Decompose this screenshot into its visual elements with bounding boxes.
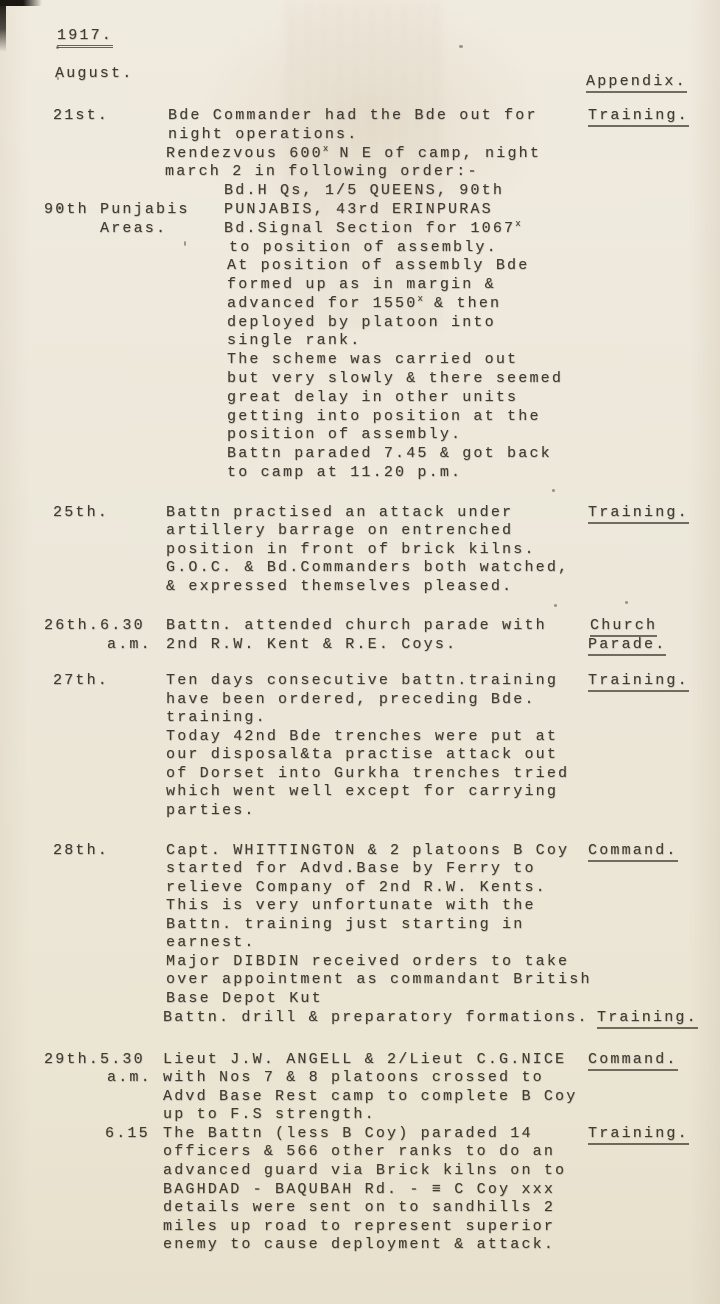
entry-margin-label: 6.15 xyxy=(105,1125,150,1142)
entry-text-line: Base Depot Kut xyxy=(166,990,323,1007)
entry-text-line: to position of assembly. xyxy=(229,239,498,256)
entry-text-line: Battn paraded 7.45 & got back xyxy=(227,445,552,462)
paper-speck xyxy=(552,489,555,492)
superscript-x: x xyxy=(515,219,521,229)
entry-text-line: enemy to cause deployment & attack. xyxy=(163,1236,556,1253)
entry-text-line: The Battn (less B Coy) paraded 14 xyxy=(163,1125,533,1142)
margin-annotation: Church xyxy=(590,618,657,637)
entry-text-line: single rank. xyxy=(227,332,362,349)
entry-margin-label: 29th.5.30 xyxy=(44,1051,145,1068)
entry-text-line: artillery barrage on entrenched xyxy=(166,522,514,539)
entry-margin-label: a.m. xyxy=(107,1069,152,1086)
superscript-x: x xyxy=(417,294,423,304)
entry-margin-label: 1917. xyxy=(57,28,113,48)
margin-annotation: Training. xyxy=(588,1126,689,1145)
margin-annotation: Parade. xyxy=(588,637,666,656)
entry-text-line: parties. xyxy=(166,802,256,819)
margin-annotation: Training. xyxy=(588,108,689,127)
entry-text-line: miles up road to represent superior xyxy=(163,1218,556,1235)
entry-margin-label: a.m. xyxy=(107,636,152,653)
entry-text-line: Advd Base Rest camp to complete B Coy xyxy=(163,1088,578,1105)
margin-annotation: Training. xyxy=(597,1010,698,1029)
paper-speck xyxy=(625,601,628,604)
entry-text-line: Bde Commander had the Bde out for xyxy=(168,107,538,124)
entry-text-line: Capt. WHITTINGTON & 2 platoons B Coy xyxy=(166,842,570,859)
entry-text-line: advanced for 1550$^x$ & then xyxy=(227,294,502,312)
entry-text-line: over appointment as commandant British xyxy=(166,971,592,988)
entry-text-line: formed up as in margin & xyxy=(227,276,496,293)
entry-margin-label: 27th. xyxy=(53,672,110,689)
scan-edge-artifact-top xyxy=(0,0,42,6)
entry-text-line: up to F.S strength. xyxy=(163,1106,376,1123)
entry-text-line: BAGHDAD - BAQUBAH Rd. - ≡ C Coy xxx xyxy=(163,1181,556,1198)
entry-margin-label: 21st. xyxy=(53,107,110,124)
entry-text-line: deployed by platoon into xyxy=(227,314,496,331)
entry-text-line: with Nos 7 & 8 platoons crossed to xyxy=(163,1069,544,1086)
entry-text-line: 2nd R.W. Kent & R.E. Coys. xyxy=(166,636,458,653)
entry-text-line: & expressed themselves pleased. xyxy=(166,578,514,595)
entry-text-line: G.O.C. & Bd.Commanders both watched, xyxy=(166,559,570,576)
paper-speck xyxy=(459,45,463,48)
entry-margin-label: 90th Punjabis xyxy=(44,201,190,218)
entry-text-line: relieve Company of 2nd R.W. Kents. xyxy=(166,879,547,896)
paper-speck xyxy=(184,241,186,246)
entry-text-line: Battn practised an attack under xyxy=(166,504,514,521)
entry-text-line: Battn. drill & preparatory formations. xyxy=(163,1009,589,1026)
entry-text-line: position in front of brick kilns. xyxy=(166,541,536,558)
margin-annotation: Training. xyxy=(588,505,689,524)
paper-speck xyxy=(554,604,557,607)
entry-text-line: Rendezvous 600$^x$ N E of camp, night xyxy=(166,144,542,162)
entry-margin-label: Areas. xyxy=(100,220,168,237)
entry-text-line: great delay in other units xyxy=(227,389,519,406)
entry-text-line: earnest. xyxy=(166,934,256,951)
entry-margin-label: 25th. xyxy=(53,504,110,521)
entry-text-line: This is very unfortunate with the xyxy=(166,897,536,914)
entry-margin-label: 26th.6.30 xyxy=(44,617,145,634)
entry-text-line: Major DIBDIN received orders to take xyxy=(166,953,570,970)
entry-text-line: advanced guard via Brick kilns on to xyxy=(163,1162,567,1179)
entry-text-line: our disposal&ta practise attack out xyxy=(166,746,559,763)
entry-text-line: training. xyxy=(166,709,267,726)
entry-text-line: Today 42nd Bde trenches were put at xyxy=(166,728,559,745)
entry-text-line: At position of assembly Bde xyxy=(227,257,530,274)
entry-text-line: started for Advd.Base by Ferry to xyxy=(166,860,536,877)
entry-text-line: night operations. xyxy=(168,126,359,143)
entry-text-line: which went well except for carrying xyxy=(166,783,559,800)
entry-text-line: getting into position at the xyxy=(227,408,541,425)
margin-annotation: Command. xyxy=(588,843,678,862)
superscript-x: x xyxy=(322,144,329,154)
entry-text-line: Lieut J.W. ANGELL & 2/Lieut C.G.NICE xyxy=(163,1051,567,1068)
entry-text-line: details were sent on to sandhills 2 xyxy=(163,1199,556,1216)
entry-text-line: to camp at 11.20 p.m. xyxy=(227,464,463,481)
entry-text-line: have been ordered, preceding Bde. xyxy=(166,691,536,708)
entry-text-line: The scheme was carried out xyxy=(227,351,519,368)
entry-margin-label: August. xyxy=(55,65,134,82)
entry-margin-label: 28th. xyxy=(53,842,110,859)
entry-text-line: Battn. training just starting in xyxy=(166,916,525,933)
scan-edge-artifact-left xyxy=(0,0,6,52)
entry-text-line: of Dorset into Gurkha trenches tried xyxy=(166,765,570,782)
margin-annotation: Command. xyxy=(588,1052,678,1071)
entry-text-line: Ten days consecutive battn.training xyxy=(166,672,559,689)
entry-text-line: position of assembly. xyxy=(227,426,463,443)
margin-annotation: Appendix. xyxy=(586,74,687,93)
entry-text-line: but very slowly & there seemed xyxy=(227,370,564,387)
entry-text-line: Battn. attended church parade with xyxy=(166,617,547,634)
entry-text-line: officers & 566 other ranks to do an xyxy=(163,1143,556,1160)
margin-annotation: Training. xyxy=(588,673,689,692)
entry-text-line: PUNJABIS, 43rd ERINPURAS xyxy=(224,201,493,218)
entry-text-line: Bd.Signal Section for 1067$^x$ xyxy=(224,219,521,237)
entry-text-line: Bd.H Qs, 1/5 QUEENS, 90th xyxy=(224,182,505,199)
entry-text-line: march 2 in following order:- xyxy=(165,163,479,180)
